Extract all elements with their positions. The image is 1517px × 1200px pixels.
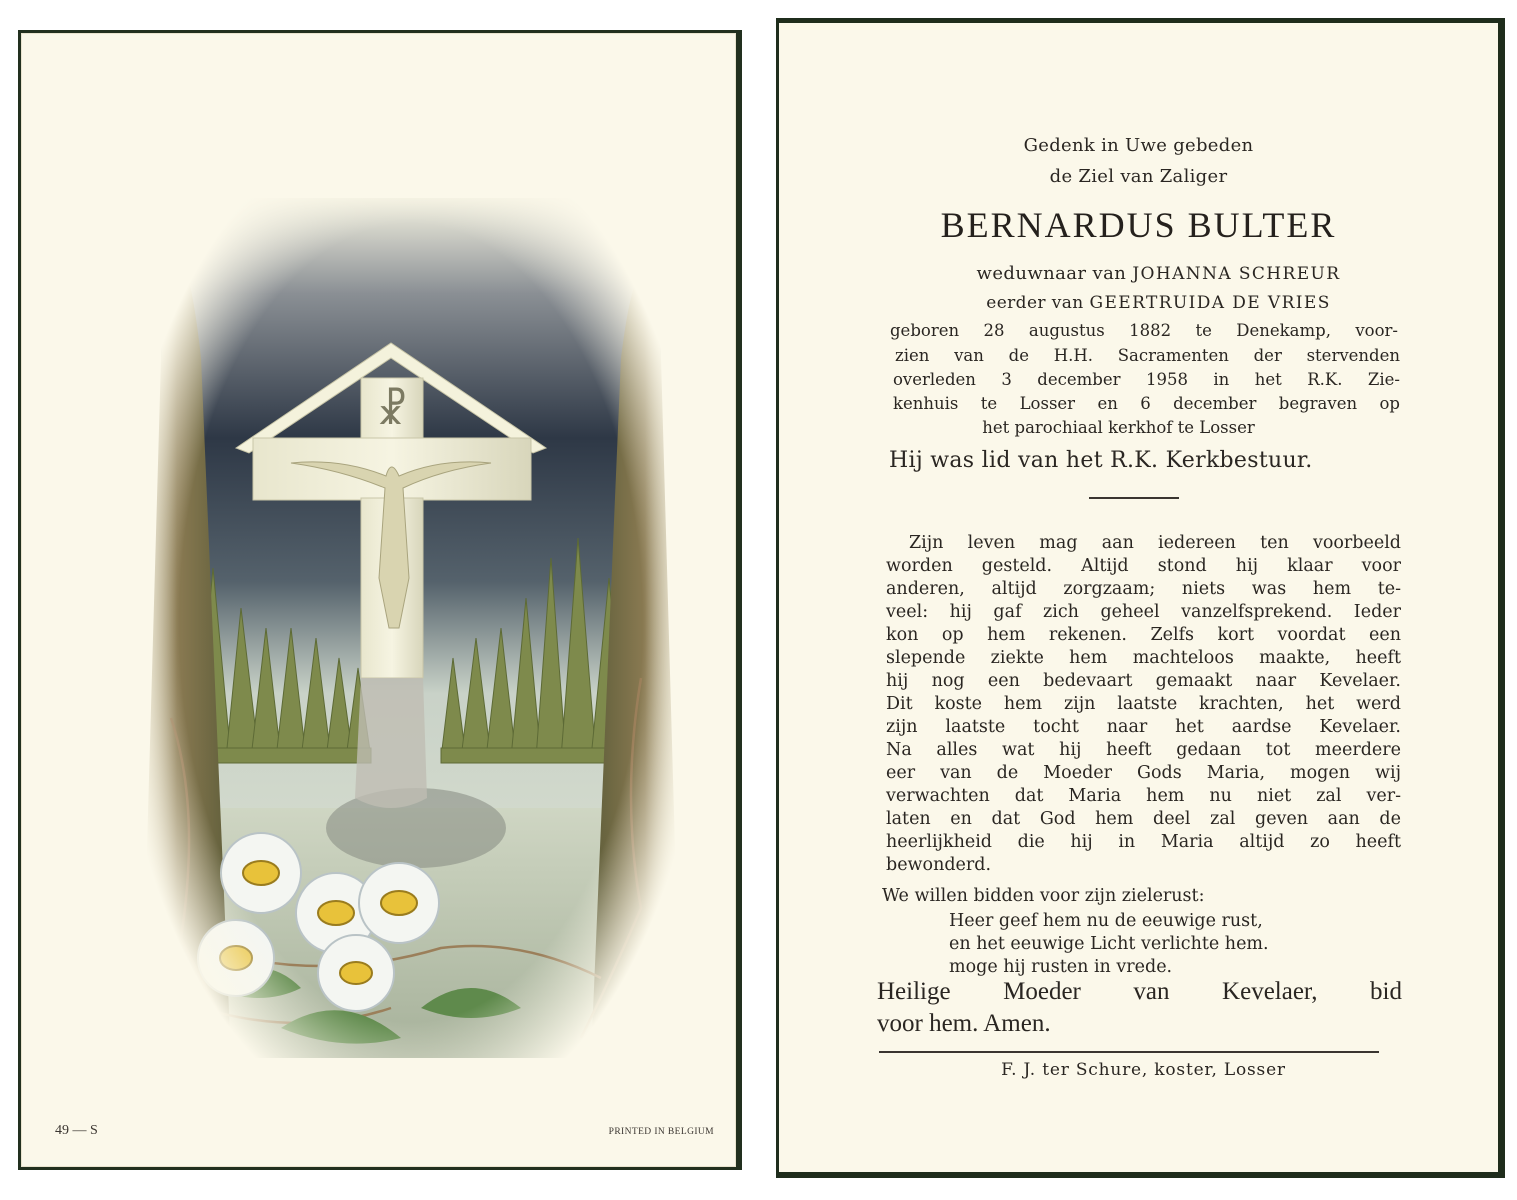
bio-line: kenhuis te Losser en 6 december begraven op	[893, 394, 1400, 413]
long-divider	[879, 1051, 1379, 1053]
body-line: hij nog een bedevaart gemaakt naar Kevelaer.	[886, 671, 1401, 691]
closing-prayer-line-1: Heilige Moeder van Kevelaer, bid	[877, 978, 1402, 1005]
body-line: bewonderd.	[886, 855, 992, 875]
bio-line: zien van de H.H. Sacramenten der stervenden	[895, 346, 1400, 365]
body-line: Dit koste hem zijn laatste krachten, het werd	[886, 694, 1401, 714]
body-line: worden gesteld. Altijd stond hij klaar voor	[886, 556, 1401, 576]
body-line: heerlijkheid die hij in Maria altijd zo heeft	[886, 832, 1401, 852]
crucifix-illustration	[141, 158, 681, 1088]
bio-line: overleden 3 december 1958 in het R.K. Zie-	[893, 370, 1400, 389]
vignette	[141, 158, 681, 1088]
spouse-name: JOHANNA SCHREUR	[1132, 264, 1341, 284]
body-line: eer van de Moeder Gods Maria, mogen wij	[886, 763, 1401, 783]
card-code: 49 — S	[55, 1123, 98, 1138]
devotional-card-back	[776, 18, 1505, 1178]
prayer-intro: We willen bidden voor zijn zielerust:	[882, 886, 1205, 906]
body-line: kon op hem rekenen. Zelfs kort voordat een	[886, 625, 1401, 645]
printed-in-note: PRINTED IN BELGIUM	[608, 1127, 714, 1137]
deceased-name: BERNARDUS BULTER	[940, 205, 1337, 245]
bio-line: geboren 28 augustus 1882 te Denekamp, voor-	[890, 321, 1398, 340]
widow-line	[779, 263, 1498, 284]
printer-credit: F. J. ter Schure, koster, Losser	[1001, 1060, 1286, 1080]
former-spouse-line	[779, 293, 1498, 313]
former-prefix: eerder van	[986, 293, 1084, 313]
intro-line-1: Gedenk in Uwe gebeden	[1023, 135, 1254, 156]
crucifix-scene-svg	[141, 158, 681, 1088]
intro-line-2: de Ziel van Zaliger	[1049, 166, 1228, 187]
prayer-line: moge hij rusten in vrede.	[949, 957, 1173, 977]
body-line: veel: hij gaf zich geheel vanzelfsprekend. Ieder	[886, 602, 1401, 622]
widow-prefix: weduwnaar van	[976, 263, 1127, 284]
body-line: laten en dat God hem deel zal geven aan de	[886, 809, 1401, 829]
body-line: Zijn leven mag aan iedereen ten voorbeeld	[909, 533, 1401, 553]
devotional-card-front	[18, 30, 742, 1170]
body-line: zijn laatste tocht naar het aardse Kevelaer.	[886, 717, 1401, 737]
prayer-line: en het eeuwige Licht verlichte hem.	[949, 934, 1269, 954]
prayer-line: Heer geef hem nu de eeuwige rust,	[949, 911, 1263, 931]
body-line: Na alles wat hij heeft gedaan tot meerdere	[886, 740, 1401, 760]
former-spouse-name: GEERTRUIDA DE VRIES	[1089, 293, 1331, 313]
body-line: verwachten dat Maria hem nu niet zal ver-	[886, 786, 1401, 806]
membership-line: Hij was lid van het R.K. Kerkbestuur.	[889, 448, 1313, 473]
body-line: slepende ziekte hem machteloos maakte, heeft	[886, 648, 1401, 668]
closing-prayer-line-2: voor hem. Amen.	[877, 1010, 1051, 1037]
body-line: anderen, altijd zorgzaam; niets was hem te-	[886, 579, 1401, 599]
short-divider	[1089, 497, 1179, 499]
bio-line: het parochiaal kerkhof te Losser	[982, 418, 1255, 437]
